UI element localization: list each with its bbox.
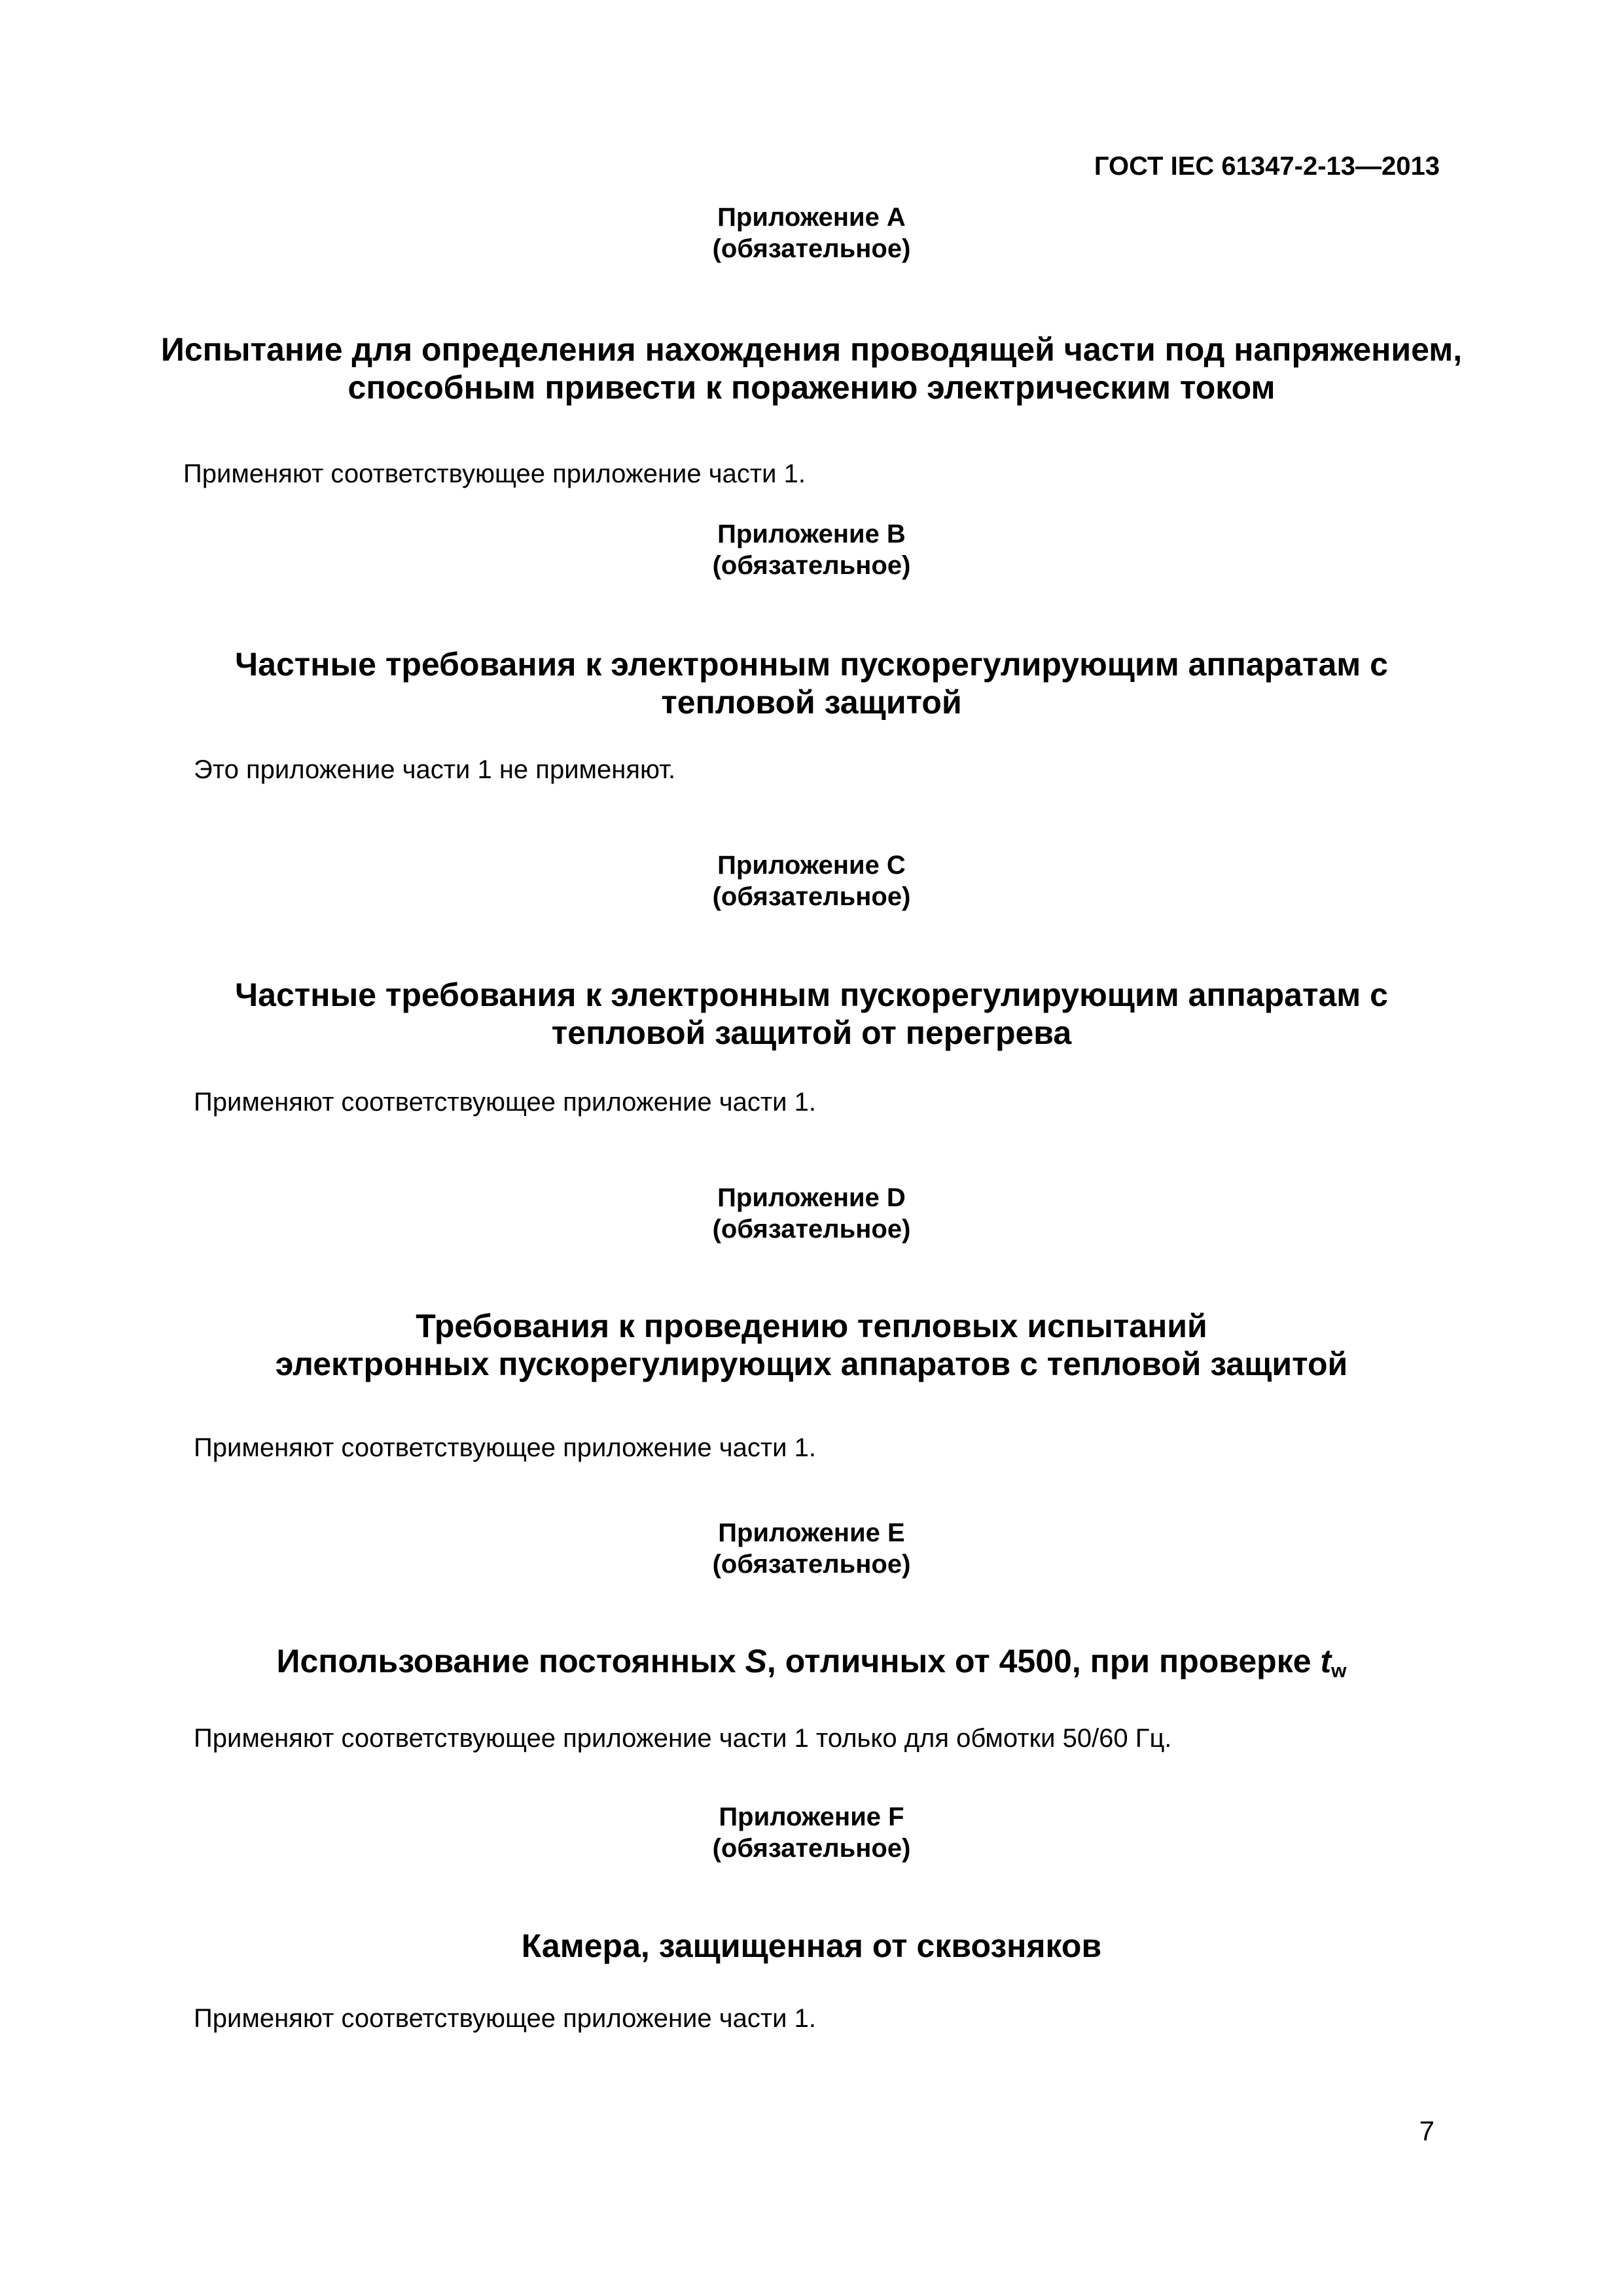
annex-b-title-line1: Частные требования к электронным пускорегулирующим аппаратам с	[235, 646, 1388, 683]
annex-a-text: Применяют соответствующее приложение части 1.	[183, 459, 806, 488]
annex-e-status: (обязательное)	[712, 1550, 911, 1579]
annex-e-text: Применяют соответствующее приложение части 1 только для обмотки 50/60 Гц.	[194, 1724, 1172, 1753]
annex-a-title-line2: способным привести к поражению электрическим током	[348, 369, 1275, 406]
annex-d-status: (обязательное)	[712, 1215, 911, 1244]
annex-a-status: (обязательное)	[712, 234, 911, 263]
annex-d-text: Применяют соответствующее приложение части 1.	[194, 1433, 816, 1462]
annex-c-text: Применяют соответствующее приложение части 1.	[194, 1088, 816, 1117]
annex-b-title-line2: тепловой защитой	[661, 684, 962, 721]
annex-a-title-line1: Испытание для определения нахождения проводящей части под напряжением,	[160, 331, 1463, 368]
page-number: 7	[1419, 2115, 1435, 2146]
annex-f-status: (обязательное)	[712, 1834, 911, 1863]
annex-f-label: Приложение F	[719, 1803, 904, 1831]
document-code: ГОСТ IEC 61347-2-13—2013	[1094, 152, 1440, 181]
annex-b-text: Это приложение части 1 не применяют.	[194, 755, 676, 784]
annex-d-title-line1: Требования к проведению тепловых испытаний	[416, 1308, 1207, 1344]
annex-b-status: (обязательное)	[712, 551, 911, 580]
annex-e-title-text-2: , отличных от 4500, при проверке	[766, 1643, 1321, 1679]
annex-c-status: (обязательное)	[712, 882, 911, 911]
annex-e-title-variable-t: t	[1320, 1643, 1332, 1679]
annex-d-label: Приложение D	[717, 1183, 906, 1212]
annex-e-label: Приложение Е	[718, 1518, 905, 1547]
annex-d-title-line2: электронных пускорегулирующих аппаратов с тепловой защитой	[275, 1346, 1348, 1382]
annex-f-title: Камера, защищенная от сквозняков	[521, 1928, 1102, 1964]
annex-c-title-line1: Частные требования к электронным пускорегулирующим аппаратам с	[235, 977, 1388, 1013]
annex-e-title-variable-s: S	[745, 1643, 767, 1679]
annex-c-label: Приложение С	[717, 851, 906, 880]
annex-a-label: Приложение А	[717, 203, 906, 232]
annex-e-title-subscript-w: w	[1331, 1660, 1347, 1682]
annex-c-title-line2: тепловой защитой от перегрева	[551, 1014, 1072, 1051]
annex-b-label: Приложение В	[717, 520, 906, 548]
annex-e-title-text-1: Использование постоянных	[276, 1643, 745, 1679]
annex-e-title	[0, 1641, 1623, 1691]
annex-f-text: Применяют соответствующее приложение части 1.	[194, 2004, 816, 2033]
